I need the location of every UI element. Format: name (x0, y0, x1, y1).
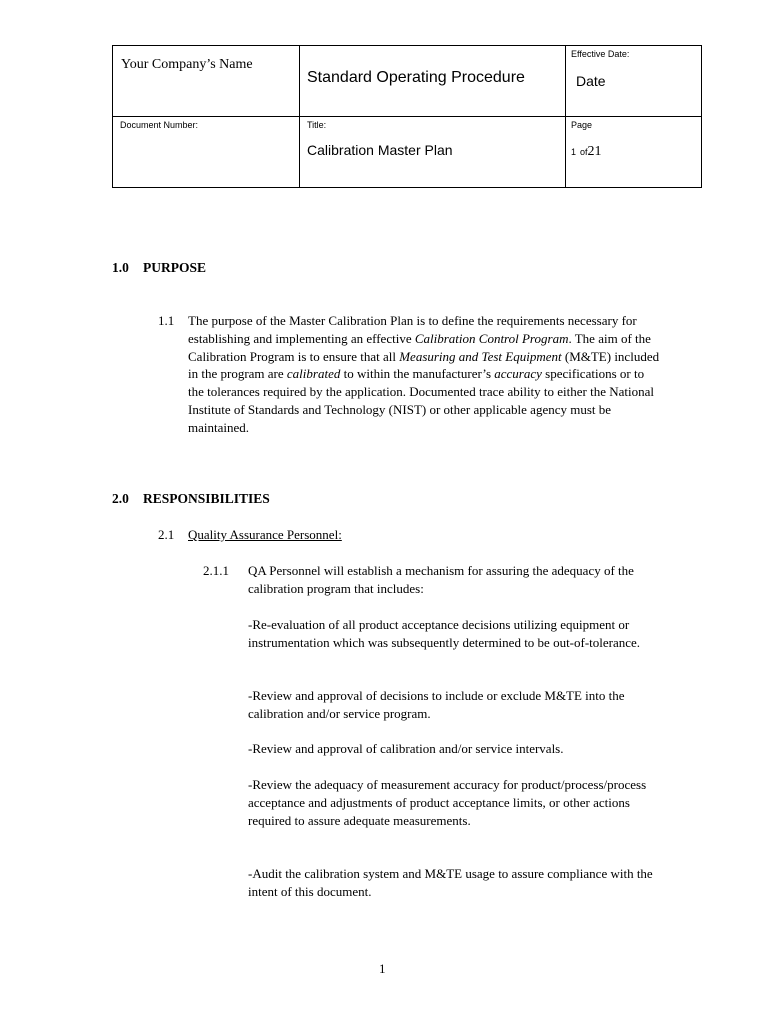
title-value: Calibration Master Plan (307, 142, 453, 158)
doc-number-cell (113, 117, 300, 188)
title-cell (300, 117, 566, 188)
section-number: 2.0 (112, 491, 129, 506)
sub-subsection-number: 2.1.1 (203, 563, 229, 578)
effective-date-label: Effective Date: (571, 49, 630, 59)
paragraph-number: 1.1 (158, 313, 175, 328)
doc-number-label: Document Number: (120, 120, 199, 130)
footer-page-number: 1 (379, 961, 386, 976)
subsection-title: Quality Assurance Personnel: (188, 527, 342, 542)
title-label: Title: (307, 120, 327, 130)
section-number: 1.0 (112, 260, 129, 275)
subsection-number: 2.1 (158, 527, 175, 542)
page-label: Page (571, 120, 593, 130)
page-indicator (571, 142, 602, 160)
purpose-paragraph: The purpose of the Master Calibration Plan is to define the requirements necessary for establishing and implementing an effective Calibration Control Program. The aim of the Calibration Program is to ensure that all Measuring and Test Equipment (M&TE) included in the program are calibrated to within the manufacturer’s accuracy specifications or to the tolerances required by the application. Documented trace ability to either the National Institute of Standards and Technology (NIST) or other applicable agency must be maintained. (188, 313, 660, 435)
effective-date-value: Date (576, 73, 606, 89)
section-title: PURPOSE (143, 260, 207, 275)
page-cell (566, 117, 702, 188)
responsibility-item: -Re-evaluation of all product acceptance decisions utilizing equipment or instrumentation which was subsequently determined to be out-of-tolerance. (248, 617, 641, 650)
company-cell (113, 46, 300, 117)
responsibility-item: -Review and approval of decisions to include or exclude M&TE into the calibration and/or service program. (248, 688, 625, 721)
page-of: of (580, 147, 588, 157)
doc-type-title: Standard Operating Procedure (307, 69, 525, 86)
section-purpose-heading (112, 260, 206, 276)
responsibility-item: -Review the adequacy of measurement accuracy for product/process/process acceptance and adjustments of product acceptance limits, or other actions required to assure adequate measurements. (248, 777, 647, 828)
document-header-table (112, 45, 702, 188)
company-name: Your Company’s Name (121, 57, 253, 72)
section-responsibilities-heading (112, 491, 270, 507)
responsibility-item: -Audit the calibration system and M&TE usage to assure compliance with the intent of this document. (248, 866, 653, 899)
doc-type-cell (300, 46, 566, 117)
page-total: 21 (587, 144, 602, 159)
section-title: RESPONSIBILITIES (143, 491, 270, 506)
qa-intro-paragraph: QA Personnel will establish a mechanism for assuring the adequacy of the calibration program that includes: (248, 563, 634, 596)
responsibility-item: -Review and approval of calibration and/or service intervals. (248, 741, 564, 756)
effective-date-cell (566, 46, 702, 117)
page-current: 1 (571, 147, 577, 157)
